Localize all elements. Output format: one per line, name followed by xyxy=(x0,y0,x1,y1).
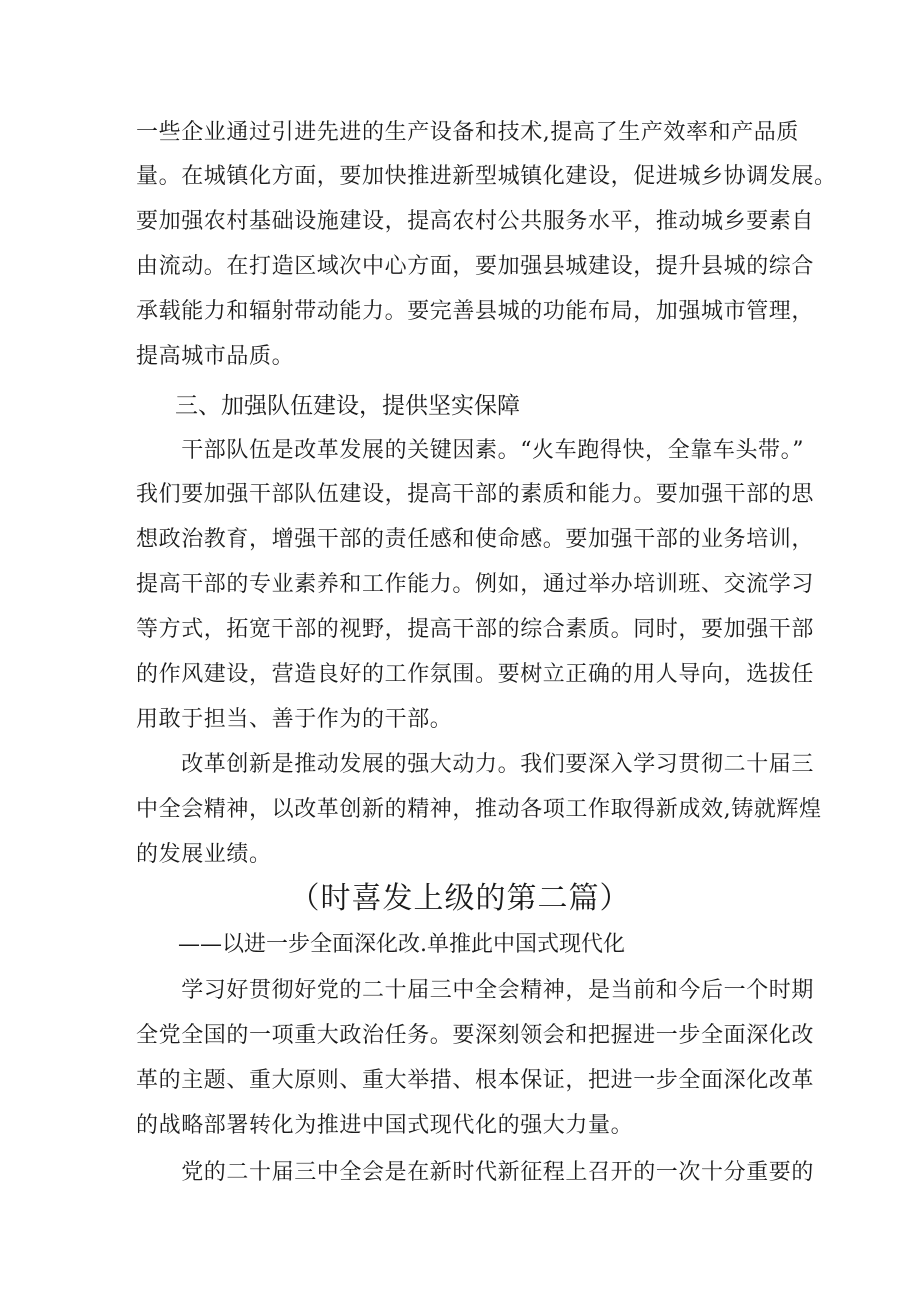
text-line: 革的主题、重大原则、重大举措、根本保证，把进一步全面深化改革 xyxy=(136,1068,815,1093)
text-line: 中全会精神，以改革创新的精神，推动各项工作取得新成效,铸就辉煌 xyxy=(136,797,822,822)
section-title: （时喜发上级的第二篇） xyxy=(289,881,631,916)
text-line: 想政治教育，增强干部的责任感和使命感。要加强干部的业务培训， xyxy=(136,527,815,552)
text-line: 等方式，拓宽干部的视野，提高干部的综合素质。同时，要加强干部 xyxy=(136,617,815,642)
text-line: 量。在城镇化方面，要加快推进新型城镇化建设，促进城乡协调发展。 xyxy=(136,164,837,189)
text-line: 党的二十届三中全会是在新时代新征程上召开的一次十分重要的 xyxy=(136,1160,815,1185)
text-line: 承载能力和辐射带动能力。要完善县城的功能布局，加强城市管理， xyxy=(136,299,815,324)
text-line: 全党全国的一项重大政治任务。要深刻领会和把握进一步全面深化改 xyxy=(136,1023,815,1048)
text-line: 我们要加强干部队伍建设，提高干部的素质和能力。要加强干部的思 xyxy=(136,482,815,507)
text-line: 要加强农村基础设施建设，提高农村公共服务水平，推动城乡要素自 xyxy=(136,209,815,234)
text-line: 学习好贯彻好党的二十届三中全会精神，是当前和今后一个时期 xyxy=(136,978,815,1003)
text-line: 的发展业绩。 xyxy=(136,842,272,867)
section-subtitle: ——以进一步全面深化改.单推此中国式现代化 xyxy=(178,932,625,957)
text-line: 的战略部署转化为推进中国式现代化的强大力量。 xyxy=(136,1113,634,1138)
text-line: 一些企业通过引进先进的生产设备和技术,提高了生产效率和产品质 xyxy=(136,120,799,145)
text-line: 的作风建设，营造良好的工作氛围。要树立正确的用人导向，选拔任 xyxy=(136,662,815,687)
text-line: 由流动。在打造区域次中心方面，要加强县城建设，提升县城的综合 xyxy=(136,254,815,279)
text-line: 改革创新是推动发展的强大动力。我们要深入学习贯彻二十届三 xyxy=(136,752,815,777)
section-heading: 三、加强队伍建设，提供坚实保障 xyxy=(175,393,520,419)
text-line: 提高城市品质。 xyxy=(136,344,295,369)
text-line: 提高干部的专业素养和工作能力。例如，通过举办培训班、交流学习 xyxy=(136,572,815,597)
text-line: 用敢于担当、善于作为的干部。 xyxy=(136,707,453,732)
text-line: 干部队伍是改革发展的关键因素。“火车跑得快，全靠车头带。” xyxy=(136,438,805,463)
